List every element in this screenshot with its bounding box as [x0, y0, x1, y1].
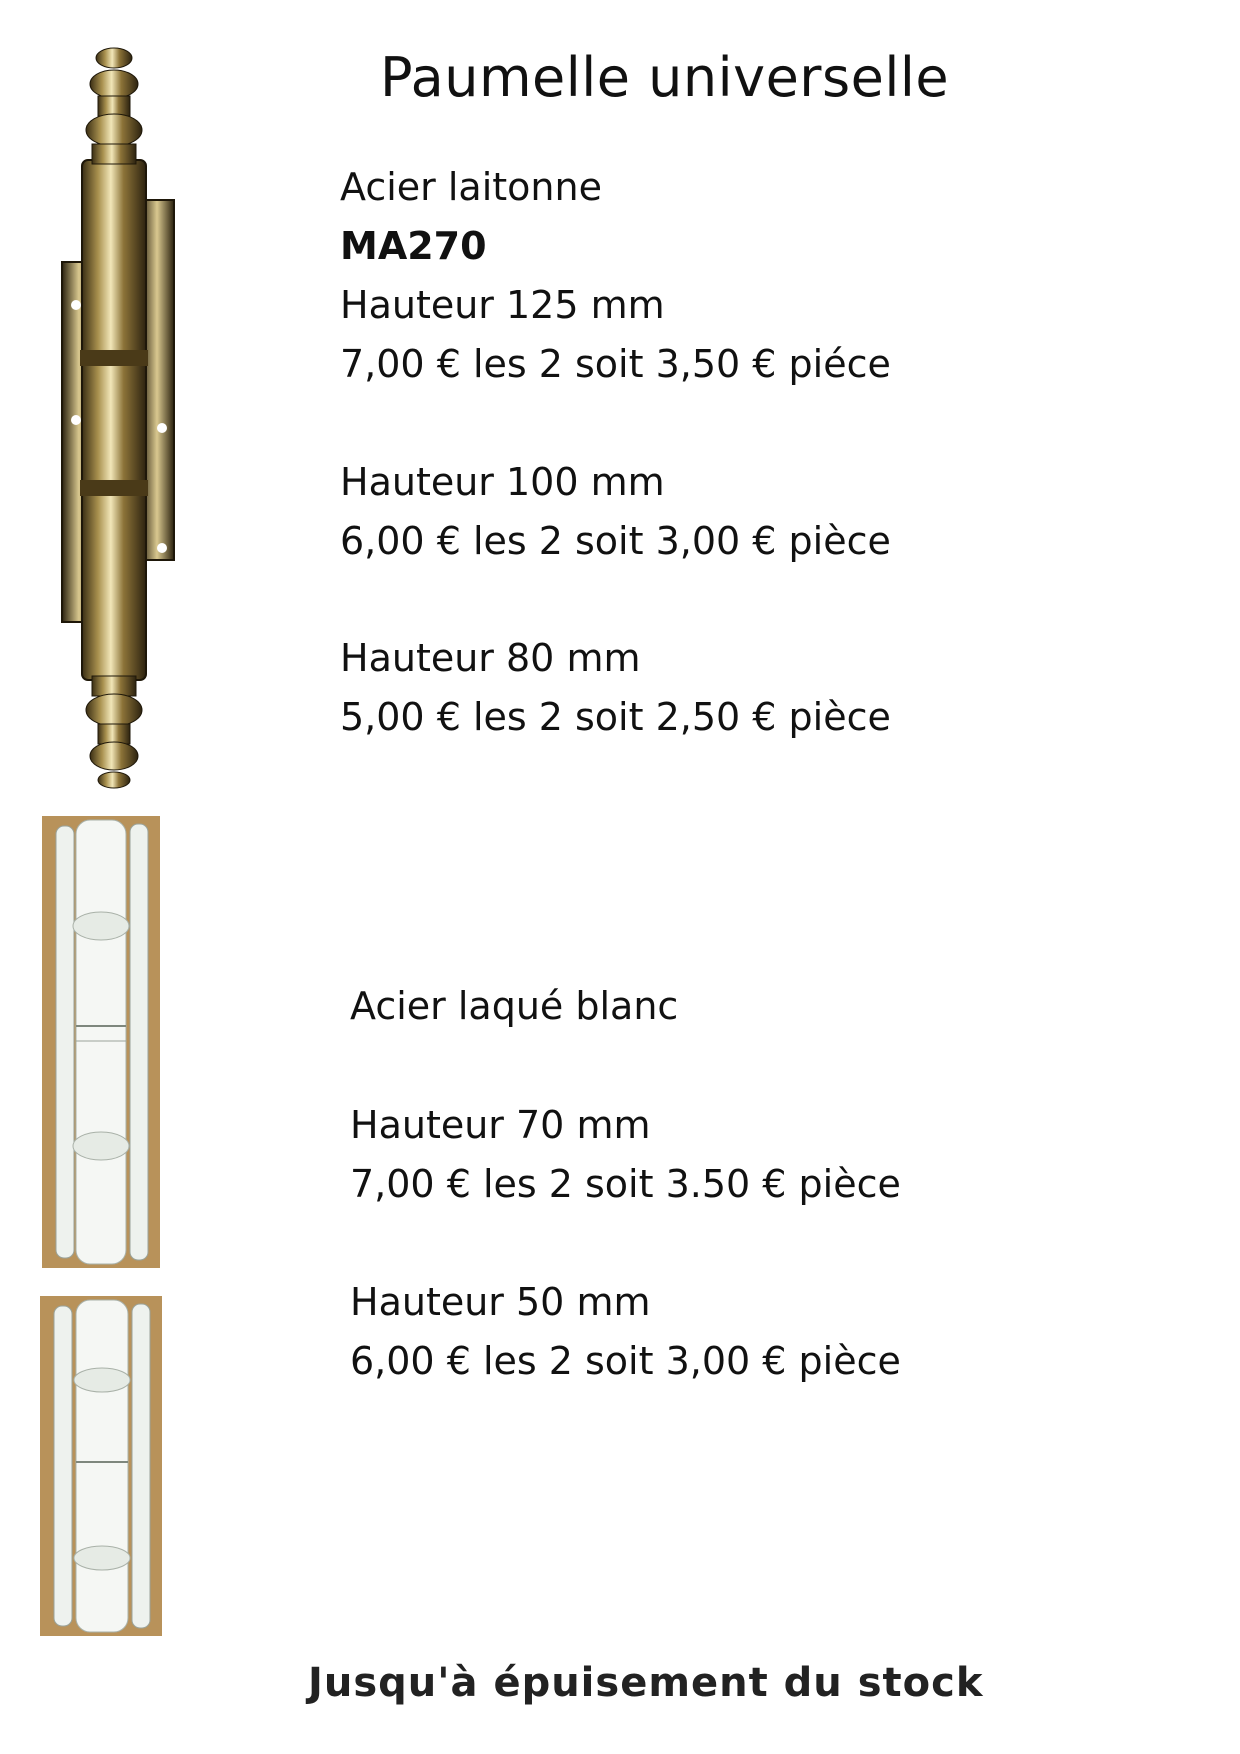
- brass-variant-80: [340, 629, 891, 747]
- variant-height: Hauteur 70 mm: [350, 1103, 651, 1147]
- variant-price: 6,00 € les 2 soit 3,00 € pièce: [340, 519, 891, 563]
- brass-variant-100: [340, 453, 891, 571]
- material-label: Acier laitonne: [340, 165, 602, 209]
- variant-price: 5,00 € les 2 soit 2,50 € pièce: [340, 695, 891, 739]
- variant-price: 6,00 € les 2 soit 3,00 € pièce: [350, 1339, 901, 1383]
- stock-notice: Jusqu'à épuisement du stock: [308, 1660, 984, 1706]
- page-title: Paumelle universelle: [380, 46, 950, 109]
- variant-price: 7,00 € les 2 soit 3.50 € pièce: [350, 1162, 901, 1206]
- white-variant-50: [350, 1273, 901, 1391]
- product-reference: MA270: [340, 224, 487, 268]
- white-product-material: [350, 977, 678, 1036]
- variant-height: Hauteur 100 mm: [340, 460, 665, 504]
- white-variant-70: [350, 1096, 901, 1214]
- variant-height: Hauteur 50 mm: [350, 1280, 651, 1324]
- variant-height: Hauteur 125 mm: [340, 283, 665, 327]
- variant-price: 7,00 € les 2 soit 3,50 € piéce: [340, 342, 891, 386]
- material-label: Acier laqué blanc: [350, 984, 679, 1028]
- brass-hinge-photo: [40, 40, 220, 790]
- variant-height: Hauteur 80 mm: [340, 636, 641, 680]
- brass-product-info: [340, 158, 891, 394]
- white-hinge-photo-70: [42, 816, 160, 1268]
- white-hinge-photo-50: [40, 1296, 162, 1636]
